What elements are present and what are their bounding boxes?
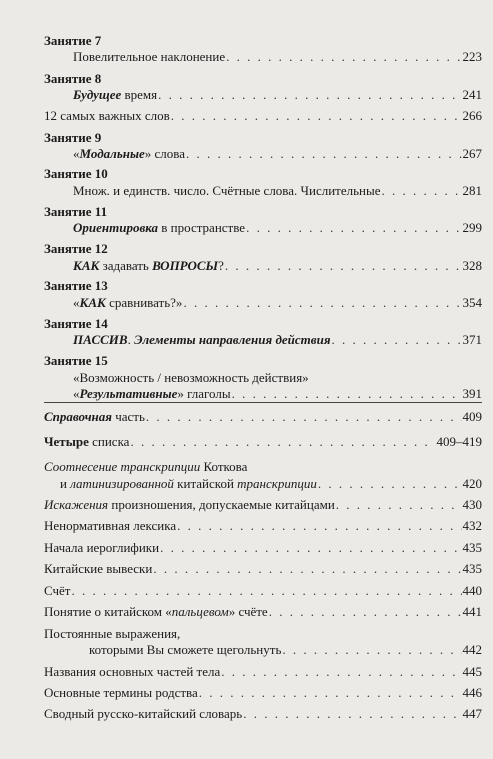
entry-title: задавать bbox=[99, 258, 153, 273]
leader-dots bbox=[199, 685, 462, 701]
entry-title: «Возможность / невозможность действия» bbox=[73, 370, 309, 385]
entry-title: Основные термины родства bbox=[44, 685, 198, 700]
entry-title-emph: Элементы направления действия bbox=[134, 332, 331, 347]
page-number: 267 bbox=[462, 146, 482, 161]
page-number: 354 bbox=[462, 295, 482, 310]
leader-dots bbox=[332, 332, 462, 348]
quote: « bbox=[73, 295, 80, 310]
toc-entry[interactable] bbox=[44, 409, 482, 425]
entry-title: Сводный русско-китайский словарь bbox=[44, 706, 243, 721]
page-number: 409 bbox=[462, 409, 482, 424]
entry-title-emph: Будущее bbox=[73, 87, 122, 102]
entry-title-emph: Искажения bbox=[44, 497, 109, 512]
entry-title-emph: КАК bbox=[73, 258, 100, 273]
leader-dots bbox=[171, 108, 462, 124]
toc-entry[interactable] bbox=[60, 476, 482, 492]
lesson-7-heading: Занятие 7 bbox=[44, 33, 102, 48]
entry-title: Коткова bbox=[200, 459, 248, 474]
toc-entry[interactable] bbox=[89, 642, 482, 658]
toc-entry[interactable] bbox=[73, 386, 482, 402]
toc-entry[interactable] bbox=[44, 434, 482, 450]
page-number: 299 bbox=[462, 220, 482, 235]
toc-entry[interactable] bbox=[44, 540, 482, 556]
toc-entry[interactable] bbox=[44, 497, 482, 513]
entry-title-emph: транскрипции bbox=[237, 476, 317, 491]
entry-title-emph: латинизированной bbox=[70, 476, 174, 491]
entry-title: произношения, допускаемые китайцами bbox=[108, 497, 335, 512]
leader-dots bbox=[158, 87, 461, 103]
entry-title: ? bbox=[218, 258, 224, 273]
page-number: 445 bbox=[462, 664, 482, 679]
entry-title: Понятие о китайском « bbox=[44, 604, 172, 619]
leader-dots bbox=[232, 386, 462, 402]
leader-dots bbox=[186, 146, 461, 162]
leader-dots bbox=[221, 664, 461, 680]
page-number: 241 bbox=[462, 87, 482, 102]
lesson-11-heading: Занятие 11 bbox=[44, 204, 108, 219]
page-number: 435 bbox=[462, 540, 482, 555]
leader-dots bbox=[160, 540, 461, 556]
page-number: 432 bbox=[462, 518, 482, 533]
entry-title: . bbox=[127, 332, 135, 347]
entry-title: » счёте bbox=[228, 604, 268, 619]
page-number: 420 bbox=[462, 476, 482, 491]
page-number: 435 bbox=[462, 561, 482, 576]
leader-dots bbox=[243, 706, 461, 722]
leader-dots bbox=[130, 434, 435, 450]
leader-dots bbox=[226, 49, 461, 65]
page-number: 430 bbox=[462, 497, 482, 512]
toc-entry[interactable] bbox=[73, 295, 482, 311]
lesson-12-heading: Занятие 12 bbox=[44, 241, 108, 256]
entry-title: которыми Вы сможете щегольнуть bbox=[89, 642, 282, 657]
entry-title: и bbox=[60, 476, 71, 491]
lesson-10-heading: Занятие 10 bbox=[44, 166, 108, 181]
page-number: 440 bbox=[462, 583, 482, 598]
entry-title: китайской bbox=[173, 476, 238, 491]
entry-title-emph: Ориентировка bbox=[73, 220, 159, 235]
leader-dots bbox=[225, 258, 462, 274]
page-number: 371 bbox=[462, 332, 482, 347]
leader-dots bbox=[269, 604, 462, 620]
entry-title-emph: ПАССИВ bbox=[73, 332, 128, 347]
leader-dots bbox=[183, 295, 461, 311]
entry-title: Повелительное наклонение bbox=[73, 49, 226, 64]
entry-title: Постоянные выражения, bbox=[44, 626, 181, 641]
quote: « bbox=[73, 146, 80, 161]
entry-title-emph: Модальные bbox=[79, 146, 145, 161]
toc-entry[interactable] bbox=[73, 183, 482, 199]
leader-dots bbox=[72, 583, 462, 599]
entry-title-line bbox=[44, 459, 482, 475]
page-number: 441 bbox=[462, 604, 482, 619]
page-number: 447 bbox=[462, 706, 482, 721]
page-number: 446 bbox=[462, 685, 482, 700]
entry-title-emph: ВОПРОСЫ bbox=[152, 258, 219, 273]
entry-title: сравнивать?» bbox=[105, 295, 183, 310]
page-number: 328 bbox=[462, 258, 482, 273]
leader-dots bbox=[177, 518, 461, 534]
entry-title-emph: Справочная bbox=[44, 409, 112, 424]
leader-dots bbox=[246, 220, 461, 236]
entry-title-emph: пальцевом bbox=[171, 604, 229, 619]
toc-entry[interactable] bbox=[44, 518, 482, 534]
page-number: 442 bbox=[462, 642, 482, 657]
toc-entry[interactable] bbox=[44, 583, 482, 599]
toc-entry[interactable] bbox=[44, 664, 482, 680]
lesson-8-heading: Занятие 8 bbox=[44, 71, 102, 86]
section-divider bbox=[44, 402, 482, 403]
lesson-13-heading: Занятие 13 bbox=[44, 278, 108, 293]
entry-title: часть bbox=[111, 409, 145, 424]
entry-title: Названия основных частей тела bbox=[44, 664, 221, 679]
leader-dots bbox=[282, 642, 461, 658]
entry-title: 12 самых важных слов bbox=[44, 108, 170, 123]
page-number: 391 bbox=[462, 386, 482, 401]
toc-entry[interactable] bbox=[73, 258, 482, 274]
entry-title: Ненормативная лексика bbox=[44, 518, 177, 533]
leader-dots bbox=[318, 476, 462, 492]
leader-dots bbox=[382, 183, 462, 199]
lesson-9-heading: Занятие 9 bbox=[44, 130, 102, 145]
toc-entry[interactable] bbox=[44, 561, 482, 577]
toc-entry[interactable] bbox=[44, 108, 482, 124]
entry-title: » слова bbox=[144, 146, 186, 161]
entry-title: Китайские вывески bbox=[44, 561, 153, 576]
lesson-14-heading: Занятие 14 bbox=[44, 316, 108, 331]
entry-title-emph: Результативные bbox=[79, 386, 178, 401]
toc-entry[interactable] bbox=[73, 332, 482, 348]
entry-title: Начала иероглифики bbox=[44, 540, 160, 555]
entry-title: Множ. и единств. число. Счётные слова. Числительные bbox=[73, 183, 381, 198]
entry-title: время bbox=[121, 87, 158, 102]
page-number: 409–419 bbox=[436, 434, 482, 449]
leader-dots bbox=[336, 497, 462, 513]
toc-entry[interactable] bbox=[44, 685, 482, 701]
quote: « bbox=[73, 386, 80, 401]
toc-entry[interactable] bbox=[73, 87, 482, 103]
leader-dots bbox=[146, 409, 462, 425]
page-number: 266 bbox=[462, 108, 482, 123]
toc-entry[interactable] bbox=[73, 220, 482, 236]
page-number: 223 bbox=[462, 49, 482, 64]
toc-entry[interactable] bbox=[73, 146, 482, 162]
entry-title-emph: Четыре bbox=[44, 434, 89, 449]
entry-title-emph: Соотнесение транскрипции bbox=[44, 459, 201, 474]
entry-title: Счёт bbox=[44, 583, 71, 598]
leader-dots bbox=[153, 561, 461, 577]
entry-title-emph: КАК bbox=[79, 295, 106, 310]
lesson-15-heading: Занятие 15 bbox=[44, 353, 108, 368]
entry-title: » глаголы bbox=[177, 386, 231, 401]
entry-title: в пространстве bbox=[158, 220, 246, 235]
page-number: 281 bbox=[462, 183, 482, 198]
entry-title: списка bbox=[88, 434, 130, 449]
toc-entry[interactable] bbox=[73, 49, 482, 65]
toc-entry[interactable] bbox=[44, 604, 482, 620]
toc-entry[interactable] bbox=[44, 706, 482, 722]
